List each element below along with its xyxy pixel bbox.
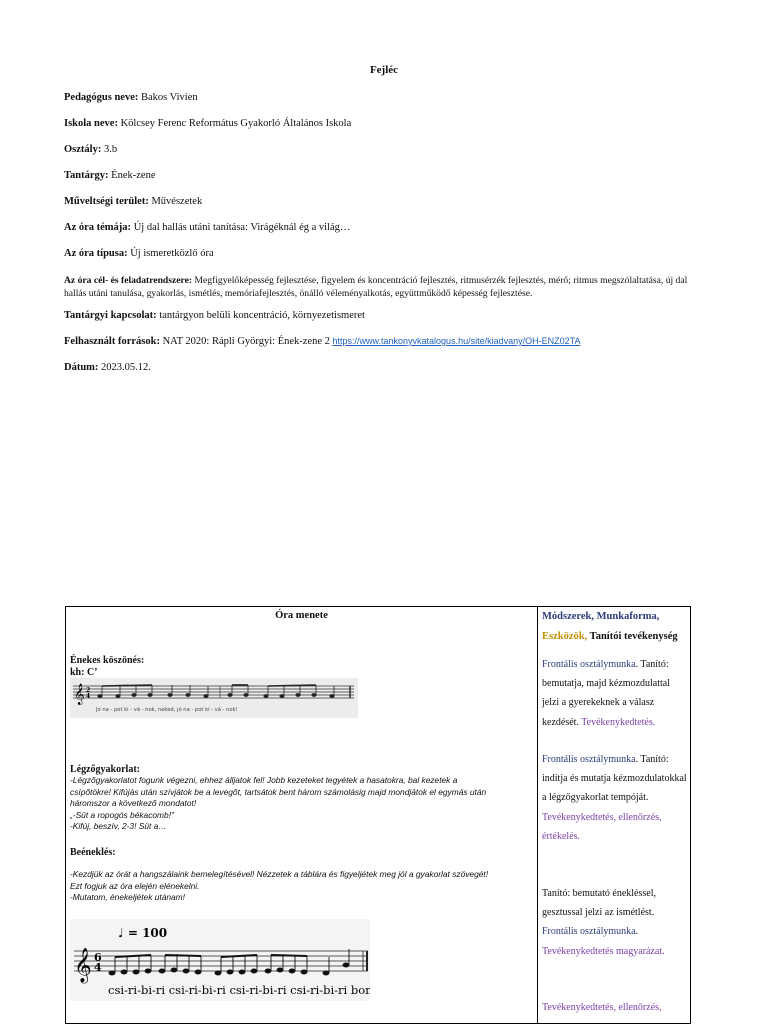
sources-value: NAT 2020: Rápli Györgyi: Ének-zene 2 bbox=[162, 336, 330, 347]
greeting-staff-image bbox=[70, 678, 358, 718]
method-text-part: . bbox=[635, 926, 639, 938]
goals-label: Az óra cél- és feladatrendszere: bbox=[64, 275, 193, 286]
date-row bbox=[64, 361, 704, 374]
school-value: Kölcsey Ferenc Református Gyakorló Általános Iskola bbox=[120, 118, 352, 129]
class-row bbox=[64, 143, 704, 156]
breathing-line: „-Süt a ropogós békacomb!” bbox=[70, 809, 174, 820]
date-value: 2023.05.12. bbox=[101, 362, 151, 373]
warmup-line: -Kezdjük az órát a hangszálaink bemelegítésével! Nézzetek a táblára és figyeljétek meg jól a gyakorlat szövegét! bbox=[70, 869, 489, 879]
breathing-line: -Légzőgyakorlatot fogunk végezni, ehhez álljatok fel! Jobb kezeteket tegyétek a hasatokra, bal kezetek a bbox=[70, 775, 458, 785]
workform-label: Munkaforma, bbox=[596, 611, 660, 622]
method-block bbox=[542, 884, 688, 961]
sources-label: Felhasznált források: bbox=[64, 336, 160, 347]
class-label: Osztály: bbox=[64, 144, 102, 155]
warmup-lyrics: csi-ri-bi-ri csi-ri-bi-ri csi-ri-bi-ri csi-ri-bi-ri bomm bbox=[108, 983, 370, 997]
school-row bbox=[64, 117, 704, 130]
breathing-line: háromszor a következő mondatot! bbox=[70, 798, 197, 808]
method-text-part: Frontális osztálymunka bbox=[542, 926, 636, 938]
page-title: Fejléc bbox=[369, 64, 399, 76]
method-block bbox=[542, 655, 688, 732]
teacher-label: Pedagógus neve: bbox=[64, 92, 139, 103]
method-block bbox=[542, 750, 688, 846]
teacher-row bbox=[64, 91, 704, 104]
sources-row bbox=[64, 335, 704, 348]
connections-row bbox=[64, 309, 704, 322]
breathing-line: csípőtökre! Kifújás után szívjátok be a levegőt, tartsátok bent három számolásig majd mondjátok el egymás után bbox=[70, 786, 487, 797]
method-text-part: Frontális osztálymunka bbox=[542, 659, 636, 670]
subject-value: Ének-zene bbox=[111, 170, 156, 181]
area-label: Műveltségi terület: bbox=[64, 196, 149, 207]
svg-text:4: 4 bbox=[94, 961, 102, 974]
svg-text:2: 2 bbox=[86, 687, 91, 694]
type-value: Új ismeretközlő óra bbox=[130, 248, 214, 259]
greeting-lyrics: Jó na - pot ki - vá - nok, neked, jó na - pot ki - vá - nok! bbox=[96, 707, 238, 713]
warmup-line: Ezt fogjuk az óra elején elénekelni. bbox=[70, 880, 200, 891]
greeting-score bbox=[70, 678, 358, 718]
greeting-title: Énekes köszönés: bbox=[70, 655, 145, 666]
class-value: 3.b bbox=[103, 144, 118, 155]
type-label: Az óra típusa: bbox=[64, 248, 128, 259]
methods-label: Módszerek, bbox=[542, 611, 595, 622]
method-text-part: Tevékenykedtetés. bbox=[581, 716, 656, 728]
breathing-line: -Kifúj, beszív, 2-3! Süt a… bbox=[70, 821, 167, 831]
svg-text:𝄞: 𝄞 bbox=[74, 948, 92, 983]
connections-value: tantárgyon belüli koncentráció, környezetismeret bbox=[159, 310, 365, 321]
method-text-part: Frontális osztálymunka bbox=[542, 754, 636, 765]
svg-text:𝄞: 𝄞 bbox=[74, 684, 85, 705]
school-label: Iskola neve: bbox=[64, 118, 118, 129]
area-row bbox=[64, 195, 704, 208]
warmup-staff-image bbox=[70, 919, 370, 1001]
lesson-flow-cell bbox=[66, 607, 538, 1024]
method-text-part: Tevékenykedtetés magyarázat. bbox=[542, 945, 665, 957]
subject-label: Tantárgy: bbox=[64, 170, 109, 181]
warmup-line: -Mutatom, énekeljétek utánam! bbox=[70, 892, 185, 902]
topic-row bbox=[64, 221, 704, 234]
greeting-key: kh: C’ bbox=[70, 667, 98, 678]
breathing-text bbox=[70, 775, 532, 833]
warmup-title: Beéneklés: bbox=[70, 847, 116, 858]
svg-text:6: 6 bbox=[94, 951, 102, 964]
warmup-tempo: ♩ = 100 bbox=[118, 926, 168, 940]
warmup-text bbox=[70, 869, 532, 904]
method-text-part: . Tanító: indítja és mutatja kézmozdulatokkal a légzőgyakorlat tempóját. bbox=[542, 754, 687, 804]
method-text-part: Tevékenykedtetés, ellenőrzés, bbox=[542, 1002, 662, 1013]
connections-label: Tantárgyi kapcsolat: bbox=[64, 310, 157, 321]
lesson-table bbox=[65, 606, 691, 1024]
subject-row bbox=[64, 169, 704, 182]
warmup-score bbox=[70, 919, 370, 1001]
method-text-part: . Tanító: bemutatja, majd kézmozdulattal jelzi a gyerekeknek a válasz kezdését. bbox=[542, 659, 671, 728]
goals-row bbox=[64, 274, 704, 300]
method-block bbox=[542, 998, 688, 1017]
methods-cell bbox=[538, 607, 691, 1024]
topic-value: Új dal hallás utáni tanítása: Virágéknál ég a világ… bbox=[133, 222, 351, 233]
tools-label: Eszközök, bbox=[542, 631, 588, 642]
svg-text:4: 4 bbox=[86, 693, 91, 700]
date-label: Dátum: bbox=[64, 362, 99, 373]
teacher-value: Bakos Vivien bbox=[141, 92, 198, 103]
teacher-activity-label: Tanítói tevékenység bbox=[589, 631, 678, 642]
topic-label: Az óra témája: bbox=[64, 222, 132, 233]
source-link[interactable]: https://www.tankonyvkatalogus.hu/site/kiadvany/OH-ENZ02TA bbox=[332, 336, 581, 346]
type-row bbox=[64, 247, 704, 260]
breathing-title: Légzőgyakorlat: bbox=[70, 764, 140, 775]
methods-header bbox=[542, 607, 690, 647]
method-text-part: Tevékenykedtetés, ellenőrzés, értékelés. bbox=[542, 811, 662, 842]
goals-value: Megfigyelőképesség fejlesztése, figyelem és koncentráció fejlesztés, ritmusérzék fejlesztés, mérő; ritmus megszólaltatása, új dal hallás utáni tanulása, gyakorlás, ismétlés, memóriafejlesztés, önálló véleményalkotás, együttműködő képesség fejlesztése. bbox=[64, 275, 688, 299]
area-value: Művészetek bbox=[151, 196, 203, 207]
lesson-flow-header: Óra menete bbox=[275, 610, 328, 621]
method-text-part: Tanító: bemutató énekléssel, gesztussal jelzi az ismétlést. bbox=[542, 888, 656, 919]
